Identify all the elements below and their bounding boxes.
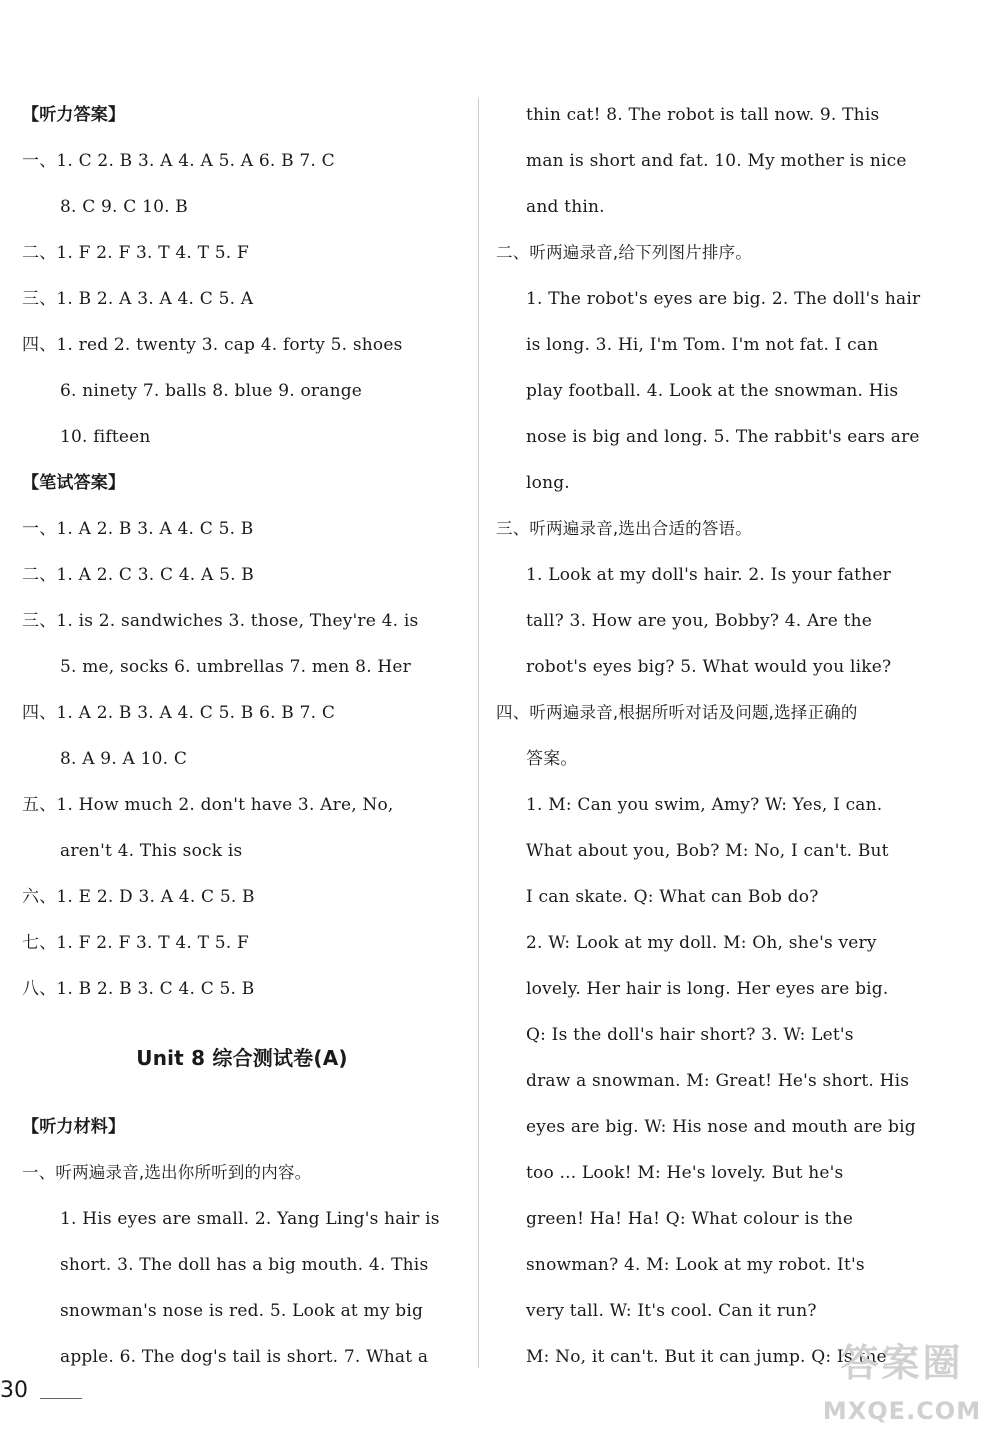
text-line: 1. His eyes are small. 2. Yang Ling's hair is — [60, 1209, 440, 1229]
text-line: snowman? 4. M: Look at my robot. It's — [526, 1255, 865, 1275]
text-line: 1. Look at my doll's hair. 2. Is your father — [526, 565, 891, 585]
text-line: is long. 3. Hi, I'm Tom. I'm not fat. I can — [526, 335, 879, 355]
text-line: apple. 6. The dog's tail is short. 7. What a — [60, 1347, 429, 1367]
section-heading: 【笔试答案】 — [22, 473, 126, 493]
text-line: 四、听两遍录音,根据所听对话及问题,选择正确的 — [496, 703, 858, 722]
page-number-rule — [40, 1398, 82, 1399]
text-line: 6. ninety 7. balls 8. blue 9. orange — [60, 381, 363, 401]
text-line: tall? 3. How are you, Bobby? 4. Are the — [526, 611, 873, 631]
text-line: very tall. W: It's cool. Can it run? — [526, 1301, 817, 1321]
text-line: 三、1. is 2. sandwiches 3. those, They're 4. is — [22, 611, 419, 631]
text-line: 五、1. How much 2. don't have 3. Are, No, — [22, 795, 394, 815]
text-line: nose is big and long. 5. The rabbit's ears are — [526, 427, 920, 447]
text-line: 8. A 9. A 10. C — [60, 749, 188, 769]
left-column — [22, 92, 462, 1380]
page-number: 30 — [0, 1378, 28, 1403]
text-line: 5. me, socks 6. umbrellas 7. men 8. Her — [60, 657, 412, 677]
right-column — [496, 92, 926, 1380]
text-line: and thin. — [526, 197, 605, 217]
text-line: 1. The robot's eyes are big. 2. The doll's hair — [526, 289, 921, 309]
text-line: 四、1. red 2. twenty 3. cap 4. forty 5. shoes — [22, 335, 403, 355]
text-line: 一、听两遍录音,选出你所听到的内容。 — [22, 1163, 312, 1182]
text-line: 二、听两遍录音,给下列图片排序。 — [496, 243, 752, 262]
watermark-logo: 答案圈 — [840, 1341, 964, 1385]
watermark-url: MXQE.COM — [822, 1397, 982, 1425]
text-line: 八、1. B 2. B 3. C 4. C 5. B — [22, 979, 255, 999]
text-line: I can skate. Q: What can Bob do? — [526, 887, 819, 907]
section-heading: 【听力材料】 — [22, 1117, 126, 1137]
watermark — [814, 1330, 990, 1440]
text-line: green! Ha! Ha! Q: What colour is the — [526, 1209, 854, 1229]
text-line: 1. M: Can you swim, Amy? W: Yes, I can. — [526, 795, 883, 815]
text-line: eyes are big. W: His nose and mouth are big — [526, 1117, 916, 1137]
text-line: long. — [526, 473, 570, 493]
text-line: robot's eyes big? 5. What would you like? — [526, 657, 892, 677]
text-line: snowman's nose is red. 5. Look at my big — [60, 1301, 424, 1321]
text-line: short. 3. The doll has a big mouth. 4. This — [60, 1255, 429, 1275]
section-heading: 【听力答案】 — [22, 105, 126, 125]
text-line: 2. W: Look at my doll. M: Oh, she's very — [526, 933, 877, 953]
text-line: 一、1. A 2. B 3. A 4. C 5. B — [22, 519, 254, 539]
text-line: lovely. Her hair is long. Her eyes are big. — [526, 979, 889, 999]
text-line: draw a snowman. M: Great! He's short. His — [526, 1071, 910, 1091]
text-line: 二、1. A 2. C 3. C 4. A 5. B — [22, 565, 254, 585]
unit-title: Unit 8 综合测试卷(A) — [136, 1046, 348, 1070]
text-line: 四、1. A 2. B 3. A 4. C 5. B 6. B 7. C — [22, 703, 336, 723]
text-line: 七、1. F 2. F 3. T 4. T 5. F — [22, 933, 249, 953]
text-line: aren't 4. This sock is — [60, 841, 243, 861]
text-line: 二、1. F 2. F 3. T 4. T 5. F — [22, 243, 249, 263]
text-line: 三、听两遍录音,选出合适的答语。 — [496, 519, 752, 538]
text-line: M: No, it can't. But it can jump. Q: Is the — [526, 1347, 887, 1367]
text-line: 三、1. B 2. A 3. A 4. C 5. A — [22, 289, 254, 309]
text-line: play football. 4. Look at the snowman. His — [526, 381, 899, 401]
text-line: 8. C 9. C 10. B — [60, 197, 189, 217]
text-line: 10. fifteen — [60, 427, 151, 447]
text-line: 六、1. E 2. D 3. A 4. C 5. B — [22, 887, 255, 907]
text-line: Q: Is the doll's hair short? 3. W: Let's — [526, 1025, 854, 1045]
text-line: thin cat! 8. The robot is tall now. 9. This — [526, 105, 880, 125]
text-line: What about you, Bob? M: No, I can't. But — [526, 841, 889, 861]
column-divider — [478, 98, 479, 1368]
text-line: too ... Look! M: He's lovely. But he's — [526, 1163, 844, 1183]
text-line: man is short and fat. 10. My mother is nice — [526, 151, 907, 171]
text-line: 一、1. C 2. B 3. A 4. A 5. A 6. B 7. C — [22, 151, 335, 171]
text-line: 答案。 — [526, 749, 578, 769]
